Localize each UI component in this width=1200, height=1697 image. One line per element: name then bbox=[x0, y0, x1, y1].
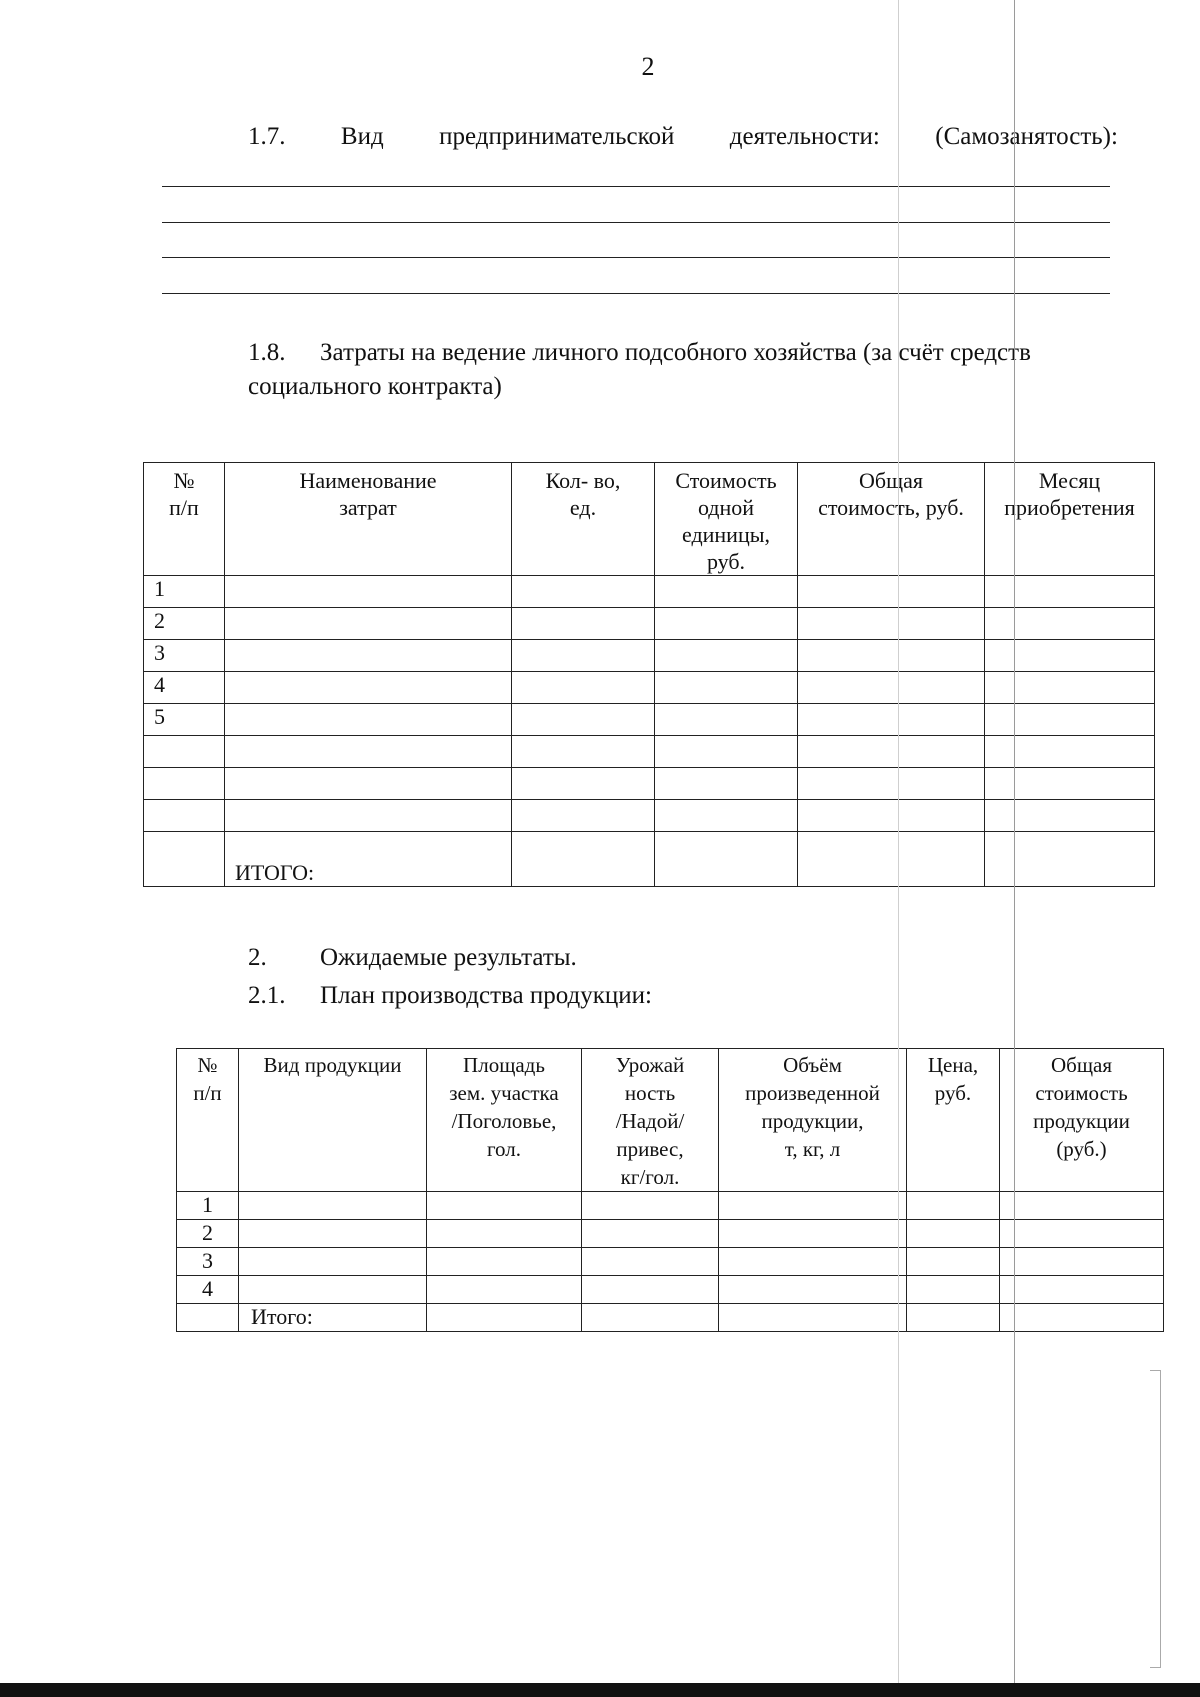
table-cell[interactable] bbox=[225, 704, 512, 736]
table-row bbox=[144, 736, 1155, 768]
costs-table bbox=[143, 462, 1155, 887]
table-cell[interactable] bbox=[512, 768, 655, 800]
fill-in-line[interactable] bbox=[162, 222, 1110, 223]
table-row bbox=[144, 768, 1155, 800]
section-1-8-title: Затраты на ведение личного подсобного хозяйства (за счёт средств социального контракта) bbox=[248, 339, 1031, 400]
scan-bottom-edge bbox=[0, 1683, 1200, 1697]
table-cell[interactable] bbox=[985, 800, 1155, 832]
page-number: 2 bbox=[641, 52, 655, 81]
fill-in-line[interactable] bbox=[162, 293, 1110, 294]
table-cell[interactable] bbox=[225, 672, 512, 704]
table-row bbox=[177, 1276, 1164, 1304]
table-cell[interactable] bbox=[798, 704, 985, 736]
table-cell[interactable] bbox=[907, 1248, 1000, 1276]
row-number: 5 bbox=[144, 704, 225, 736]
table-cell[interactable] bbox=[1000, 1192, 1164, 1220]
section-2-heading bbox=[248, 941, 577, 975]
table-cell[interactable] bbox=[907, 1220, 1000, 1248]
table-cell[interactable] bbox=[512, 832, 655, 887]
scan-artifact-bracket bbox=[1150, 1370, 1161, 1668]
table-cell[interactable] bbox=[798, 576, 985, 608]
table-cell[interactable] bbox=[798, 608, 985, 640]
table-cell[interactable] bbox=[655, 640, 798, 672]
row-number: 1 bbox=[144, 576, 225, 608]
col-header-area: Площадь зем. участка /Поголовье, гол. bbox=[427, 1049, 582, 1192]
table-cell[interactable] bbox=[719, 1248, 907, 1276]
col-header-total-value: Общая стоимость продукции (руб.) bbox=[1000, 1049, 1164, 1192]
table-cell[interactable] bbox=[719, 1304, 907, 1332]
section-2-1-number: 2.1. bbox=[248, 982, 286, 1009]
section-1-7-word: (Самозанятость): bbox=[935, 123, 1118, 150]
table-cell[interactable] bbox=[655, 576, 798, 608]
row-number: 2 bbox=[177, 1220, 239, 1248]
table-cell[interactable] bbox=[985, 768, 1155, 800]
table-row bbox=[144, 576, 1155, 608]
table-cell[interactable] bbox=[985, 576, 1155, 608]
section-1-8-heading bbox=[248, 336, 1148, 404]
section-1-8-number: 1.8. bbox=[248, 339, 286, 366]
table-cell[interactable] bbox=[798, 736, 985, 768]
table-cell[interactable] bbox=[427, 1220, 582, 1248]
production-table bbox=[176, 1048, 1164, 1332]
scan-artifact-line bbox=[1014, 0, 1015, 1697]
table-cell[interactable] bbox=[1000, 1304, 1164, 1332]
col-header-cost-name: Наименование затрат bbox=[225, 463, 512, 576]
col-header-volume: Объём произведенной продукции, т, кг, л bbox=[719, 1049, 907, 1192]
table-cell[interactable] bbox=[225, 576, 512, 608]
col-header-price: Цена, руб. bbox=[907, 1049, 1000, 1192]
table-cell[interactable] bbox=[512, 800, 655, 832]
table-cell[interactable] bbox=[512, 640, 655, 672]
table-cell[interactable] bbox=[427, 1276, 582, 1304]
col-header-product-type: Вид продукции bbox=[239, 1049, 427, 1192]
table-row bbox=[144, 704, 1155, 736]
table-row bbox=[144, 800, 1155, 832]
section-1-7-heading bbox=[248, 120, 1118, 154]
table-cell[interactable] bbox=[655, 736, 798, 768]
table-cell[interactable] bbox=[1000, 1248, 1164, 1276]
section-2-1-title: План производства продукции: bbox=[320, 982, 652, 1009]
table-cell[interactable] bbox=[719, 1192, 907, 1220]
table-cell[interactable] bbox=[239, 1192, 427, 1220]
section-2-1-heading bbox=[248, 979, 652, 1013]
col-header-number: № п/п bbox=[144, 463, 225, 576]
table-cell[interactable] bbox=[239, 1220, 427, 1248]
total-row bbox=[144, 832, 1155, 887]
table-row bbox=[177, 1248, 1164, 1276]
table-cell[interactable] bbox=[798, 768, 985, 800]
table-cell[interactable] bbox=[582, 1276, 719, 1304]
table-cell[interactable] bbox=[798, 640, 985, 672]
scan-artifact-line bbox=[898, 0, 899, 1697]
table-cell[interactable] bbox=[985, 736, 1155, 768]
table-cell[interactable] bbox=[427, 1192, 582, 1220]
table-cell[interactable] bbox=[655, 672, 798, 704]
section-2-number: 2. bbox=[248, 944, 267, 971]
table-cell[interactable] bbox=[798, 800, 985, 832]
section-1-7-word: Вид bbox=[340, 123, 384, 150]
row-number bbox=[144, 800, 225, 832]
table-row bbox=[177, 1220, 1164, 1248]
table-cell[interactable] bbox=[907, 1276, 1000, 1304]
table-cell[interactable] bbox=[225, 768, 512, 800]
table-cell bbox=[177, 1304, 239, 1332]
table-header-row bbox=[177, 1049, 1164, 1192]
table-header-row bbox=[144, 463, 1155, 576]
row-number: 3 bbox=[177, 1248, 239, 1276]
table-cell[interactable] bbox=[798, 672, 985, 704]
col-header-purchase-month: Месяц приобретения bbox=[985, 463, 1155, 576]
section-1-7-word: деятельности: bbox=[729, 123, 880, 150]
table-cell[interactable] bbox=[655, 704, 798, 736]
table-cell[interactable] bbox=[427, 1248, 582, 1276]
col-header-yield: Урожай ность /Надой/ привес, кг/гол. bbox=[582, 1049, 719, 1192]
table-row bbox=[144, 672, 1155, 704]
total-label: Итого: bbox=[239, 1304, 427, 1332]
row-number bbox=[144, 736, 225, 768]
table-cell[interactable] bbox=[427, 1304, 582, 1332]
section-2-title: Ожидаемые результаты. bbox=[320, 944, 577, 971]
table-cell[interactable] bbox=[512, 672, 655, 704]
table-row bbox=[177, 1192, 1164, 1220]
table-cell[interactable] bbox=[655, 832, 798, 887]
table-row bbox=[144, 640, 1155, 672]
row-number: 4 bbox=[144, 672, 225, 704]
table-cell[interactable] bbox=[655, 608, 798, 640]
table-cell[interactable] bbox=[225, 736, 512, 768]
row-number: 1 bbox=[177, 1192, 239, 1220]
row-number: 3 bbox=[144, 640, 225, 672]
section-1-7-word: предпринимательской bbox=[439, 123, 675, 150]
table-cell[interactable] bbox=[985, 608, 1155, 640]
table-cell[interactable] bbox=[512, 736, 655, 768]
table-cell bbox=[144, 832, 225, 887]
table-cell[interactable] bbox=[512, 608, 655, 640]
table-cell[interactable] bbox=[582, 1192, 719, 1220]
table-cell[interactable] bbox=[798, 832, 985, 887]
table-cell[interactable] bbox=[512, 704, 655, 736]
table-cell[interactable] bbox=[582, 1220, 719, 1248]
section-1-7-number: 1.7. bbox=[248, 123, 286, 150]
table-cell[interactable] bbox=[239, 1248, 427, 1276]
row-number: 4 bbox=[177, 1276, 239, 1304]
fill-in-line[interactable] bbox=[162, 186, 1110, 187]
table-cell[interactable] bbox=[225, 608, 512, 640]
table-cell[interactable] bbox=[985, 704, 1155, 736]
col-header-number: № п/п bbox=[177, 1049, 239, 1192]
table-cell[interactable] bbox=[655, 800, 798, 832]
table-cell[interactable] bbox=[985, 672, 1155, 704]
row-number bbox=[144, 768, 225, 800]
table-cell[interactable] bbox=[512, 576, 655, 608]
table-cell[interactable] bbox=[907, 1192, 1000, 1220]
row-number: 2 bbox=[144, 608, 225, 640]
table-cell[interactable] bbox=[719, 1276, 907, 1304]
table-cell[interactable] bbox=[985, 832, 1155, 887]
table-cell[interactable] bbox=[985, 640, 1155, 672]
total-row bbox=[177, 1304, 1164, 1332]
fill-in-line[interactable] bbox=[162, 257, 1110, 258]
table-cell[interactable] bbox=[1000, 1220, 1164, 1248]
table-cell[interactable] bbox=[225, 800, 512, 832]
col-header-unit-price: Стоимость одной единицы, руб. bbox=[655, 463, 798, 576]
table-cell[interactable] bbox=[582, 1304, 719, 1332]
table-cell[interactable] bbox=[239, 1276, 427, 1304]
col-header-total-cost: Общая стоимость, руб. bbox=[798, 463, 985, 576]
table-cell[interactable] bbox=[582, 1248, 719, 1276]
table-cell[interactable] bbox=[655, 768, 798, 800]
total-label: ИТОГО: bbox=[225, 832, 512, 887]
table-row bbox=[144, 608, 1155, 640]
table-cell[interactable] bbox=[1000, 1276, 1164, 1304]
table-cell[interactable] bbox=[225, 640, 512, 672]
table-cell[interactable] bbox=[719, 1220, 907, 1248]
col-header-quantity: Кол- во, ед. bbox=[512, 463, 655, 576]
table-cell[interactable] bbox=[907, 1304, 1000, 1332]
